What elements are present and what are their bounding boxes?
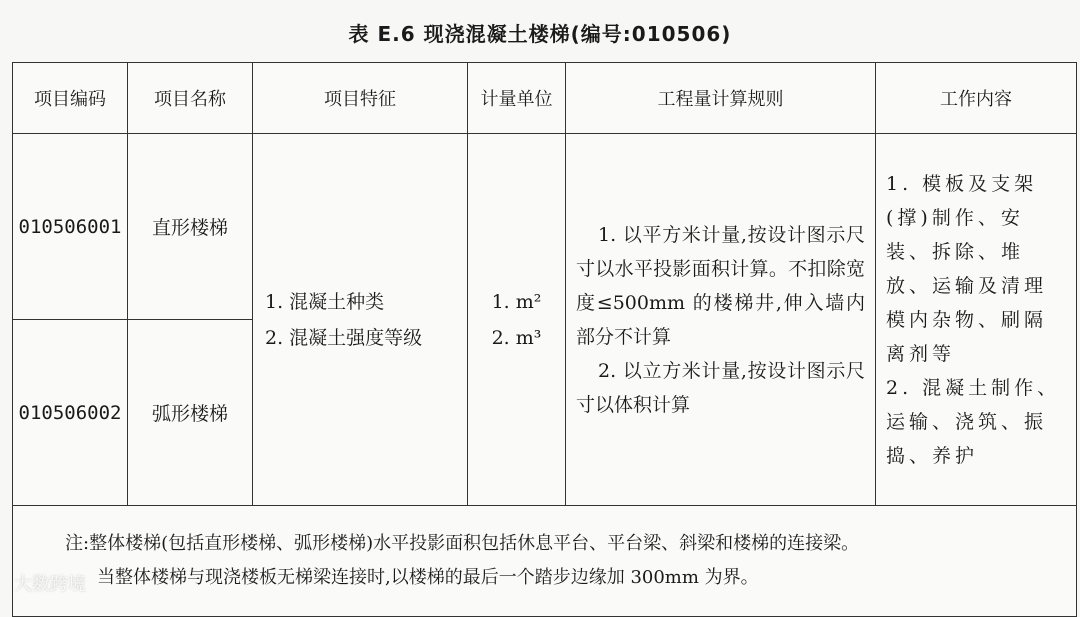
feature-cell	[253, 134, 468, 506]
row-name: 弧形楼梯	[128, 320, 253, 506]
rule-cell	[566, 134, 876, 506]
unit-item: 2. m³	[491, 326, 542, 349]
unit-item: 1. m²	[491, 290, 542, 313]
feature-item: 2. 混凝土强度等级	[265, 326, 423, 349]
work-item: 2. 混凝土制作、运输、浇筑、振捣、养护	[886, 376, 1061, 467]
table-note	[13, 506, 1077, 617]
header-unit: 计量单位	[468, 63, 566, 134]
header-code: 项目编码	[13, 63, 128, 134]
note-line-1: 注:整体楼梯(包括直形楼梯、弧形楼梯)水平投影面积包括休息平台、平台梁、斜梁和楼梯的连接梁。	[65, 533, 860, 554]
spec-table	[12, 62, 1077, 617]
note-row	[13, 506, 1077, 617]
header-feature: 项目特征	[253, 63, 468, 134]
header-rule: 工程量计算规则	[566, 63, 876, 134]
table-title: 表 E.6 现浇混凝土楼梯(编号:010506)	[348, 22, 732, 46]
work-item: 1. 模板及支架(撑)制作、安装、拆除、堆放、运输及清理模内杂物、刷隔离剂等	[886, 172, 1048, 365]
header-name: 项目名称	[128, 63, 253, 134]
unit-cell	[468, 134, 566, 506]
header-row	[13, 63, 1077, 134]
watermark: 大数跨境	[14, 574, 86, 595]
row-code: 010506002	[13, 320, 128, 506]
row-name: 直形楼梯	[128, 134, 253, 320]
header-work: 工作内容	[876, 63, 1077, 134]
note-line-2: 当整体楼梯与现浇楼板无梯梁连接时,以楼梯的最后一个踏步边缘加 300mm 为界。	[97, 567, 759, 588]
table-row	[13, 134, 1077, 320]
rule-item: 1. 以平方米计量,按设计图示尺寸以水平投影面积计算。不扣除宽度≤500mm 的楼梯井,伸入墙内部分不计算	[576, 223, 865, 348]
row-code: 010506001	[13, 134, 128, 320]
rule-item: 2. 以立方米计量,按设计图示尺寸以体积计算	[576, 359, 865, 416]
feature-item: 1. 混凝土种类	[265, 290, 385, 313]
work-cell	[876, 134, 1077, 506]
